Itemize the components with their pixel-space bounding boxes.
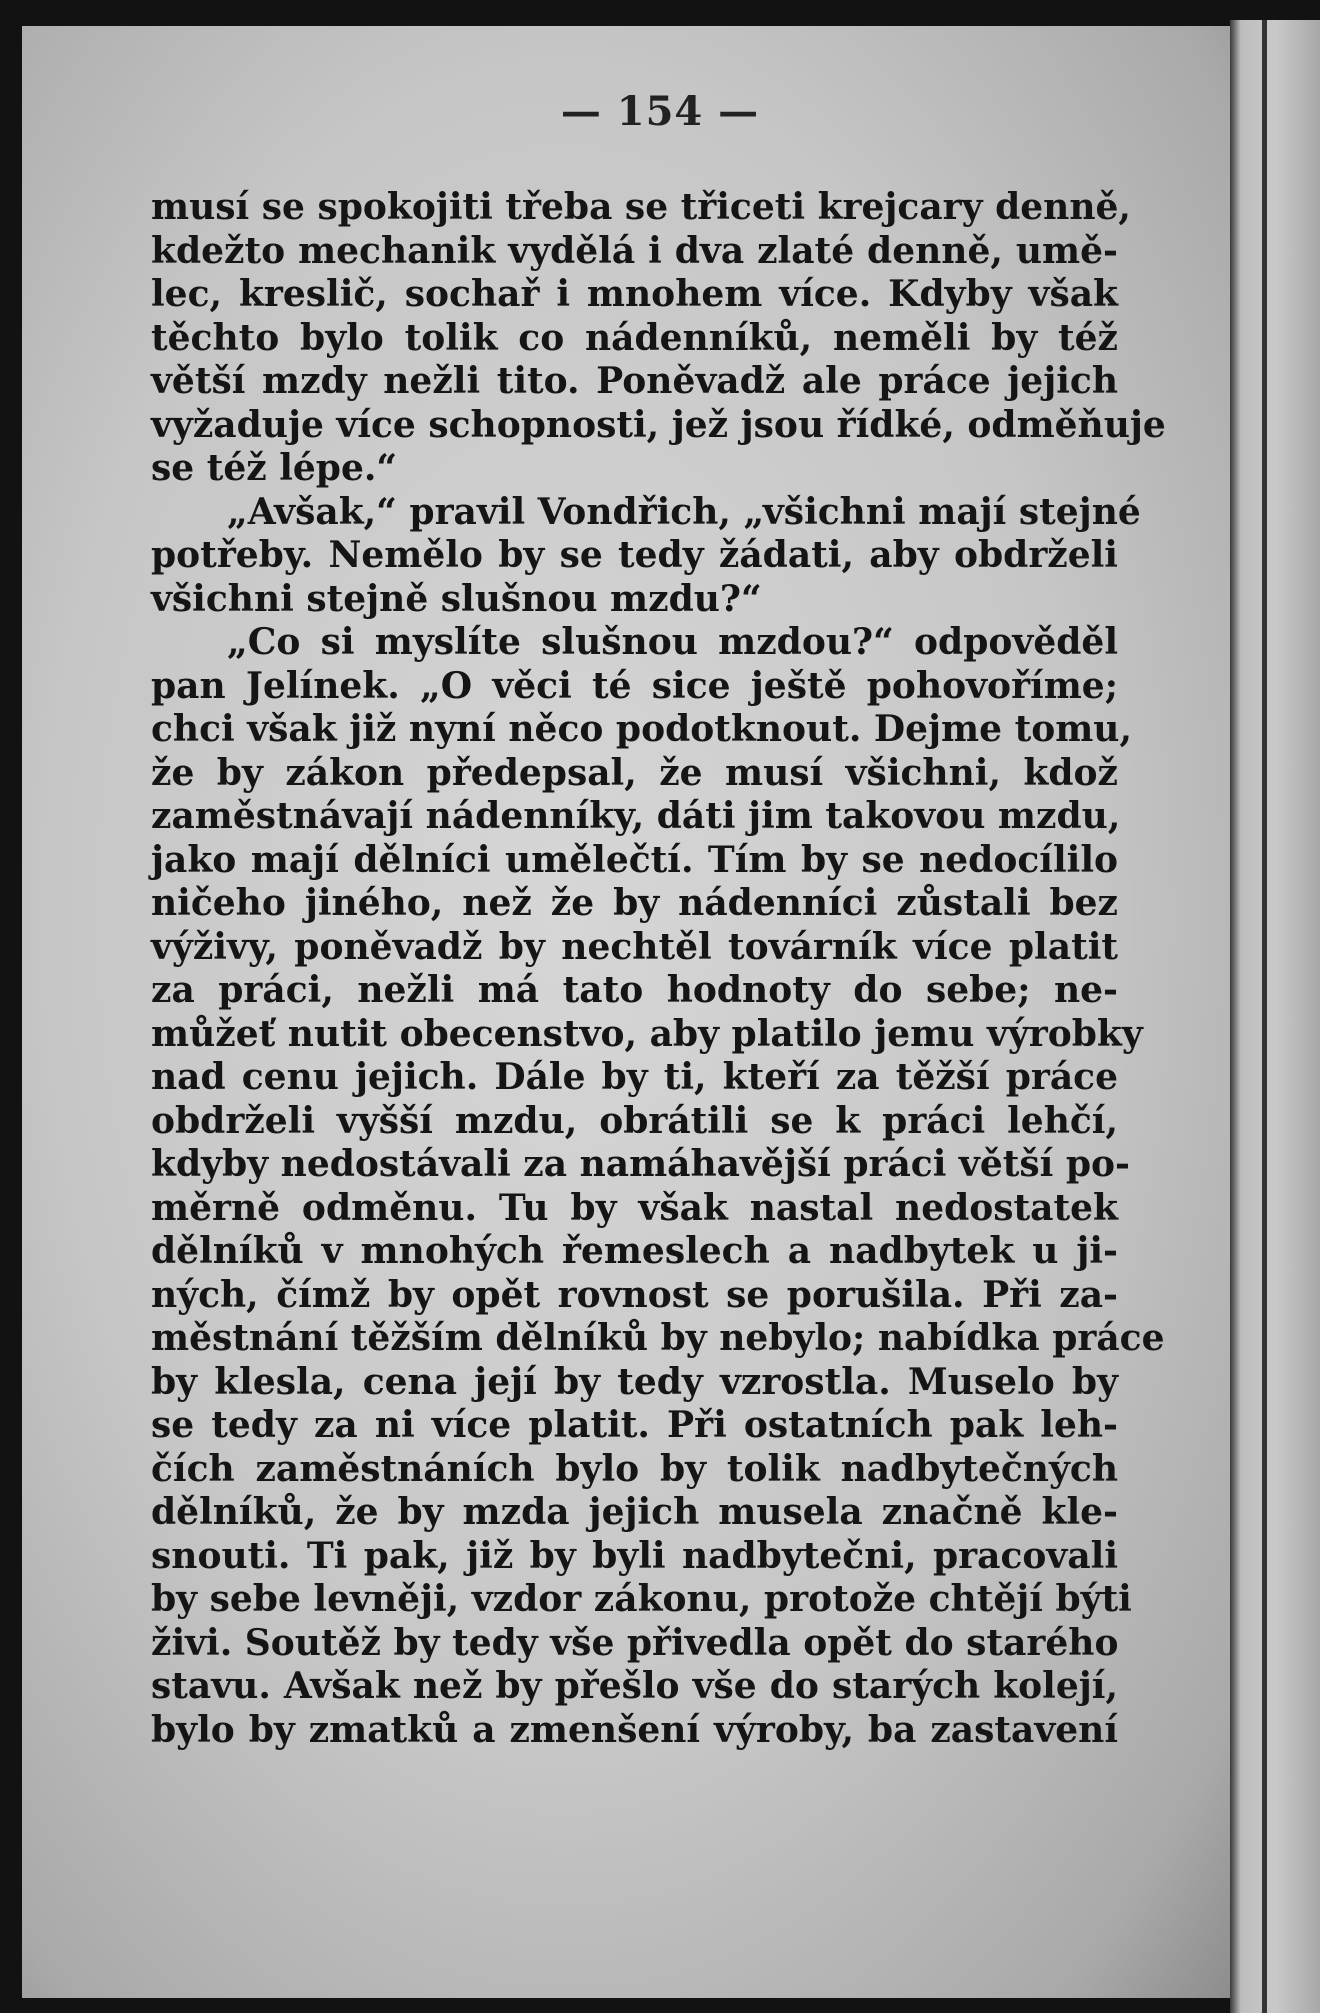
text-line: výživy, poněvadž by nechtěl továrník více platit bbox=[151, 925, 1118, 968]
text-line: obdrželi vyšší mzdu, obrátili se k práci lehčí, bbox=[151, 1099, 1118, 1142]
text-line: musí se spokojiti třeba se třiceti krejcary denně, bbox=[151, 186, 1131, 228]
text-line: by sebe levněji, vzdor zákonu, protože chtějí býti bbox=[151, 1578, 1132, 1620]
text-line: vyžaduje více schopnosti, jež jsou řídké, odměňuje bbox=[151, 403, 1166, 446]
text-line: všichni stejně slušnou mzdu?“ bbox=[151, 577, 762, 620]
text-line: bylo by zmatků a zmenšení výroby, ba zastavení bbox=[151, 1708, 1118, 1751]
page-number: — 154 — bbox=[560, 88, 760, 135]
text-line: dělníků, že by mzda jejich musela značně kle- bbox=[151, 1491, 1118, 1533]
text-line: za práci, nežli má tato hodnoty do sebe; ne- bbox=[151, 969, 1118, 1011]
text-line: čích zaměstnáních bylo by tolik nadbytečných bbox=[151, 1447, 1118, 1490]
text-line: že by zákon předepsal, že musí všichni, kdož bbox=[151, 751, 1118, 794]
text-line: by klesla, cena její by tedy vzrostla. Muselo by bbox=[151, 1360, 1118, 1403]
adjacent-page-edge bbox=[1230, 20, 1320, 2013]
text-line: jako mají dělníci umělečtí. Tím by se nedocílilo bbox=[151, 838, 1118, 881]
text-line: měrně odměnu. Tu by však nastal nedostatek bbox=[151, 1186, 1118, 1229]
text-line: těchto bylo tolik co nádenníků, neměli by též bbox=[151, 316, 1118, 359]
book-fold-shadow bbox=[1262, 20, 1267, 2013]
text-line: kdyby nedostávali za namáhavější práci větší po- bbox=[151, 1143, 1130, 1185]
text-line: zaměstnávají nádenníky, dáti jim takovou mzdu, bbox=[151, 795, 1121, 837]
text-line: městnání těžším dělníků by nebylo; nabídka práce bbox=[151, 1317, 1165, 1359]
text-line: stavu. Avšak než by přešlo vše do starých kolejí, bbox=[151, 1665, 1118, 1707]
text-line: potřeby. Nemělo by se tedy žádati, aby obdrželi bbox=[151, 534, 1118, 576]
text-line: živi. Soutěž by tedy vše přivedla opět do starého bbox=[151, 1621, 1119, 1664]
text-line: se též lépe.“ bbox=[151, 447, 398, 489]
text-line: pan Jelínek. „O věci té sice ještě pohovoříme; bbox=[151, 664, 1118, 707]
text-line: nad cenu jejich. Dále by ti, kteří za těžší práce bbox=[151, 1056, 1118, 1098]
text-line: větší mzdy nežli tito. Poněvadž ale práce jejich bbox=[151, 360, 1118, 402]
text-line: snouti. Ti pak, již by byli nadbytečni, pracovali bbox=[151, 1534, 1118, 1577]
text-line: se tedy za ni více platit. Při ostatních pak leh- bbox=[151, 1404, 1118, 1446]
text-line: „Co si myslíte slušnou mzdou?“ odpověděl bbox=[227, 621, 1118, 663]
text-line: dělníků v mnohých řemeslech a nadbytek u ji- bbox=[151, 1230, 1118, 1272]
text-line: ných, čímž by opět rovnost se porušila. Při za- bbox=[151, 1273, 1118, 1316]
text-line: ničeho jiného, než že by nádenníci zůstali bez bbox=[151, 882, 1118, 924]
text-line: chci však již nyní něco podotknout. Dejme tomu, bbox=[151, 708, 1133, 750]
text-line: lec, kreslič, sochař i mnohem více. Kdyby však bbox=[151, 273, 1118, 315]
body-text bbox=[151, 186, 1166, 1752]
text-line: „Avšak,“ pravil Vondřich, „všichni mají stejné bbox=[227, 490, 1141, 533]
text-line: můžeť nutit obecenstvo, aby platilo jemu výrobky bbox=[151, 1012, 1143, 1055]
text-line: kdežto mechanik vydělá i dva zlaté denně, umě- bbox=[151, 229, 1118, 272]
